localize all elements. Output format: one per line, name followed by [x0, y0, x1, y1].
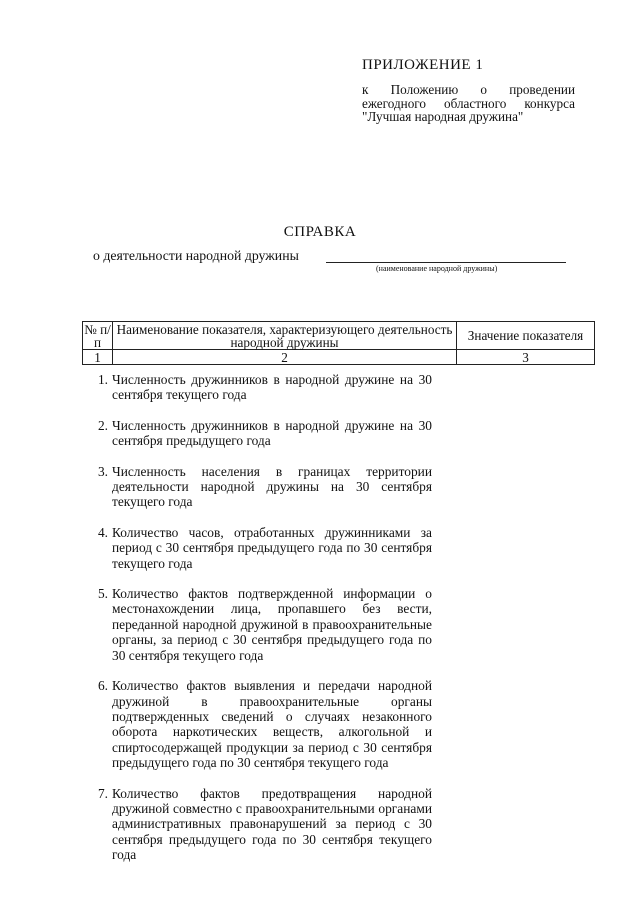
document-heading: СПРАВКА: [283, 224, 357, 240]
header-indicator-value: Значение показателя: [457, 322, 595, 350]
list-item: [86, 418, 432, 464]
header-indicator-name: Наименование показателя, характеризующего деятельность народной дружины: [113, 322, 457, 350]
item-text: Численность дружинников в народной дружине на 30 сентября предыдущего года: [112, 417, 432, 449]
item-text: Количество фактов выявления и передачи народной дружиной в правоохранительные органы подтвержденных сведений о случаях незаконного оборота наркотических веществ, алкогольной и спиртосодержащей продукции за период с 30 сентября предыдущего года по 30 сентября текущего года: [112, 678, 432, 771]
list-item: [86, 678, 432, 785]
list-item: [86, 786, 432, 878]
table-column-number-row: [83, 350, 595, 365]
indicator-table-header: [82, 321, 595, 365]
item-text: Количество фактов предотвращения народной дружиной совместно с правоохранительными органами административных правонарушений за период с 30 сентября предыдущего года по 30 сентября текущего года: [112, 785, 432, 863]
list-item: [86, 525, 432, 586]
item-number: 2.: [97, 417, 108, 433]
header-number: № п/п: [84, 321, 111, 350]
item-text: Численность населения в границах территории деятельности народной дружины на 30 сентября текущего года: [112, 463, 432, 510]
item-number: 1.: [97, 372, 108, 387]
item-text: Количество фактов подтвержденной информации о местонахождении лица, пропавшего без вести, переданной народной дружиной в правоохранительные органы, за период с 30 сентября предыдущего года по 30 сентября текущего года: [112, 586, 432, 663]
appendix-reference: к Положению о проведении ежегодного областного конкурса "Лучшая народная дружина": [362, 82, 575, 124]
column-number: 2: [113, 350, 457, 365]
list-item: [86, 372, 432, 418]
column-number: 3: [457, 350, 595, 365]
item-number: 4.: [97, 524, 108, 540]
table-header-row: [83, 322, 595, 350]
appendix-title: ПРИЛОЖЕНИЕ 1: [362, 57, 484, 73]
item-number: 5.: [97, 586, 108, 602]
druzhina-name-hint: (наименование народной дружины): [376, 264, 498, 273]
column-number: 1: [83, 350, 113, 365]
item-text: Численность дружинников в народной дружине на 30 сентября текущего года: [112, 372, 432, 403]
item-number: 6.: [97, 678, 108, 694]
activity-label: о деятельности народной дружины: [93, 248, 299, 263]
item-text: Количество часов, отработанных дружинниками за период с 30 сентября предыдущего года по 30 сентября текущего года: [112, 524, 432, 571]
list-item: [86, 464, 432, 525]
indicator-list: [86, 372, 432, 878]
list-item: [86, 586, 432, 678]
druzhina-name-blank: [326, 262, 566, 263]
item-number: 7.: [97, 785, 108, 801]
item-number: 3.: [97, 463, 108, 479]
